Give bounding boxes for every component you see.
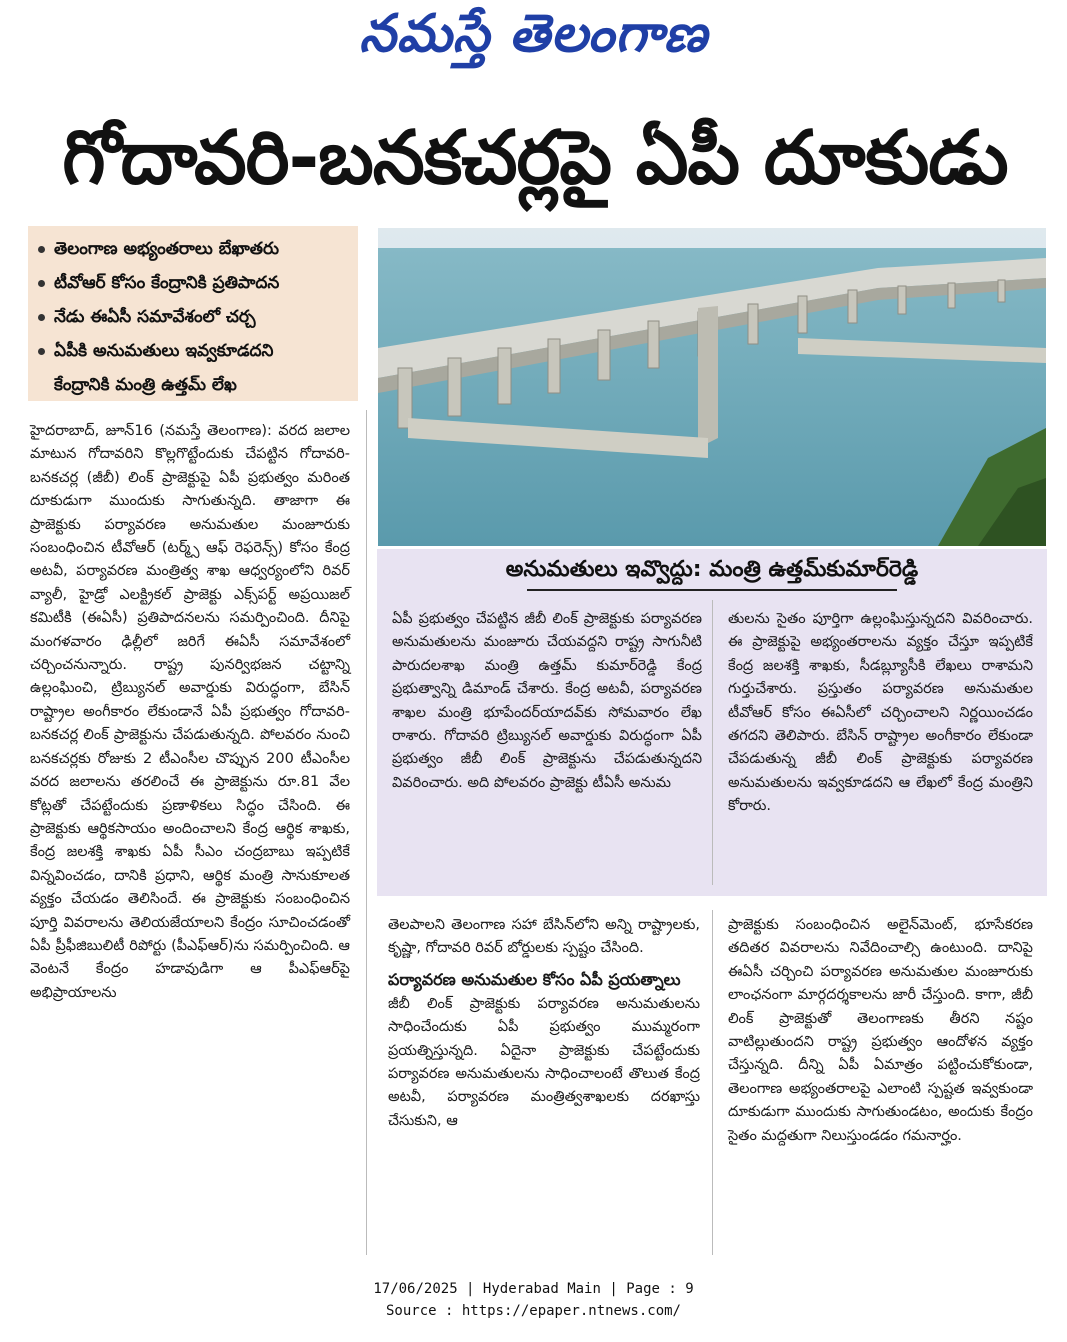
masthead-title: నమస్తే తెలంగాణ [359,4,708,64]
article-left-column: హైదరాబాద్, జూన్16 (నమస్తే తెలంగాణ): వరద జలాల మాటున గోదావరిని కొల్లగొట్టేందుకు చేపట్టిన గోదావరి-బనకచర్ల (జీబీ) లింక్ ప్రాజెక్టుపై ఏపీ ప్రభుత్వం మరింత దూకుడుగా ముందుకు సాగుతున్నది. తాజాగా ఈ ప్రాజెక్టుకు పర్యావరణ అనుమతుల మంజూరుకు సంబంధించిన టీవోఆర్ (టర్మ్స్ ఆఫ్ రెఫరెన్స్) కోసం కేంద్ర అటవీ, పర్యావరణ మంత్రిత్వ శాఖ ఆధ్వర్యంలోని రివర్ వ్యాలీ, హైడ్రో ఎలక్ట్రికల్ ప్రాజెక్టు ఎక్స్‌పర్ట్ అప్రయిజల్ కమిటీకి (ఈఏసీ) ప్రతిపాదనలను సమర్పించింది. దీనిపై మంగళవారం ఢిల్లీలో జరిగే ఈఏసీ సమావేశంలో చర్చించనున్నారు. రాష్ట్ర పునర్విభజన చట్టాన్ని ఉల్లంఘించి, ట్రిబ్యునల్ అవార్డుకు విరుద్ధంగా, బేసిన్ రాష్ట్రాల అంగీకారం లేకుండానే ఏపీ ప్రభుత్వం గోదావరి-బనకచర్ల లింక్ ప్రాజెక్టును చేపడుతున్నది. పోలవరం నుంచి బనకచర్లకు రోజుకు 2 టీఎంసీల చొప్పున 200 టీఎంసీల వరద జలాలను తరలించే ఈ ప్రాజెక్టును రూ.81 వేల కోట్లతో చేపట్టేందుకు ప్రణాళికలు సిద్ధం చేసింది. ఈ ప్రాజెక్టుకు ఆర్థికసాయం అందించాలని కేంద్ర ఆర్థిక శాఖకు, కేంద్ర జలశక్తి శాఖకు ఏపీ సీఎం చంద్రబాబు ఇప్పటికే విన్నవించడం, దానికి ప్రధాని, ఆర్థిక మంత్రి సానుకూలత వ్యక్తం చేయడం తెలిసిందే. ఈ ప్రాజెక్టుకు సంబంధించిన పూర్తి వివరాలను తెలియజేయాలని కేంద్రం సూచించడంతో ఏపీ ప్రీఫీజిబులిటీ రిపోర్టు (పీఎఫ్ఆర్)ను సమర్పించింది. ఆ వెంటనే కేంద్రం హడావుడిగా ఆ పీఎఫ్ఆర్‌పై అభిప్రాయాలను [30,423,350,1001]
bullet-icon [38,314,45,321]
highlight-item: ఏపీకి అనుమతులు ఇవ్వకూడదని [36,334,352,368]
column-divider [712,910,713,1255]
column-divider [366,410,367,1255]
dam-photo [378,228,1046,546]
box-column-2: తులను సైతం పూర్తిగా ఉల్లంఘిస్తున్నదని వివరించారు. ఈ ప్రాజెక్టుపై అభ్యంతరాలను వ్యక్తం చేస్తూ ఇప్పటికే కేంద్ర జలశక్తి శాఖకు, సీడబ్ల్యూసీకి లేఖలు రాశామని గుర్తుచేశారు. ప్రస్తుతం పర్యావరణ అనుమతుల టీవోఆర్ కోసం ఈఏసీలో చర్చించాలని నిర్ణయించడం తగదని తెలిపారు. బేసిన్ రాష్ట్రాల అంగీకారం లేకుండా చేపడుతున్న జీబీ లింక్ ప్రాజెక్టుకు పర్యావరణ అనుమతులను ఇవ్వకూడదని ఆ లేఖలో కేంద్ర మంత్రిని కోరారు. [728,611,1033,815]
box-column-1: ఏపీ ప్రభుత్వం చేపట్టిన జీబీ లింక్ ప్రాజెక్టుకు పర్యావరణ అనుమతులను మంజూరు చేయవద్దని రాష్ట్ర సాగునీటి పారుదలశాఖ మంత్రి ఉత్తమ్ కుమార్‌రెడ్డి కేంద్ర ప్రభుత్వాన్ని డిమాండ్ చేశారు. కేంద్ర అటవీ, పర్యావరణ శాఖల మంత్రి భూపేందర్‌యాదవ్‌కు సోమవారం లేఖ రాశారు. గోదావరి ట్రిబ్యునల్ అవార్డుకు విరుద్ధంగా ఏపీ ప్రభుత్వం జీబీ లింక్ ప్రాజెక్టును చేపడుతున్నదని వివరించారు. అది పోలవరం ప్రాజెక్టు టీఏసీ అనుమ [392,611,702,791]
box-column-divider [712,600,713,885]
masthead-logo [0,0,1067,78]
bullet-icon [38,246,45,253]
footer-source: Source : https://epaper.ntnews.com/ [385,1303,681,1319]
highlight-item: నేడు ఈఏసీ సమావేశంలో చర్చ [36,300,352,334]
highlight-item: తెలంగాణ అభ్యంతరాలు బేఖాతరు [36,232,352,266]
article-right-column: ప్రాజెక్టుకు సంబంధించిన అలైన్‌మెంట్, భూసేకరణ తదితర వివరాలను నివేదించాల్సి ఉంటుంది. దానిపై ఈఏసీ చర్చించి పర్యావరణ అనుమతుల మంజూరుకు లాంఛనంగా మార్గదర్శకాలను జారీ చేస్తుంది. కాగా, జీబీ లింక్ ప్రాజెక్టుతో తెలంగాణకు తీరని నష్టం వాటిల్లుతుందని రాష్ట్ర ప్రభుత్వం ఆందోళన వ్యక్తం చేస్తున్నది. దీన్ని ఏపీ ఏమాత్రం పట్టించుకోకుండా, తెలంగాణ అభ్యంతరాలపై ఎలాంటి స్పష్టత ఇవ్వకుండా దూకుడుగా ముందుకు సాగుతుండటం, అందుకు కేంద్రం సైతం మద్దతుగా నిలుస్తుండడం గమనార్హం. [728,917,1033,1144]
page-footer [0,1278,1067,1322]
subheading: పర్యావరణ అనుమతుల కోసం ఏపీ ప్రయత్నాలు [388,969,681,989]
highlight-item: టీవోఆర్ కోసం కేంద్రానికి ప్రతిపాదన [36,266,352,300]
bullet-icon [38,280,45,287]
article-middle-column: తెలపాలని తెలంగాణ సహా బేసిన్‌లోని అన్ని రాష్ట్రాలకు, కృష్ణా, గోదావరి రివర్ బోర్డులకు స్పష్టం చేసింది. పర్యావరణ అనుమతుల కోసం ఏపీ ప్రయత్నాలు జీబీ లింక్ ప్రాజెక్టుకు పర్యావరణ అనుమతులను సాధించేందుకు ఏపీ ప్రభుత్వం ముమ్మరంగా ప్రయత్నిస్తున్నది. ఏదైనా ప్రాజెక్టుకు చేపట్టేందుకు పర్యావరణ అనుమతులను సాధించాలంటే తొలుత కేంద్ర అటవీ, పర్యావరణ మంత్రిత్వశాఖలకు దరఖాస్తు చేసుకుని, ఆ [388,917,700,1129]
highlight-item: కేంద్రానికి మంత్రి ఉత్తమ్ లేఖ [54,375,237,395]
highlights-box [28,226,358,401]
footer-date-edition: 17/06/2025 | Hyderabad Main | Page : 9 [373,1281,694,1297]
bullet-icon [38,348,45,355]
box-title: అనుమతులు ఇవ్వొద్దు: మంత్రి ఉత్తమ్‌కుమార్‌రెడ్డి [505,557,919,582]
headline: గోదావరి-బనకచర్లపై ఏపీ దూకుడు [62,115,1008,201]
box-title-rule [527,589,897,591]
dam-barrage-image [378,228,1046,546]
